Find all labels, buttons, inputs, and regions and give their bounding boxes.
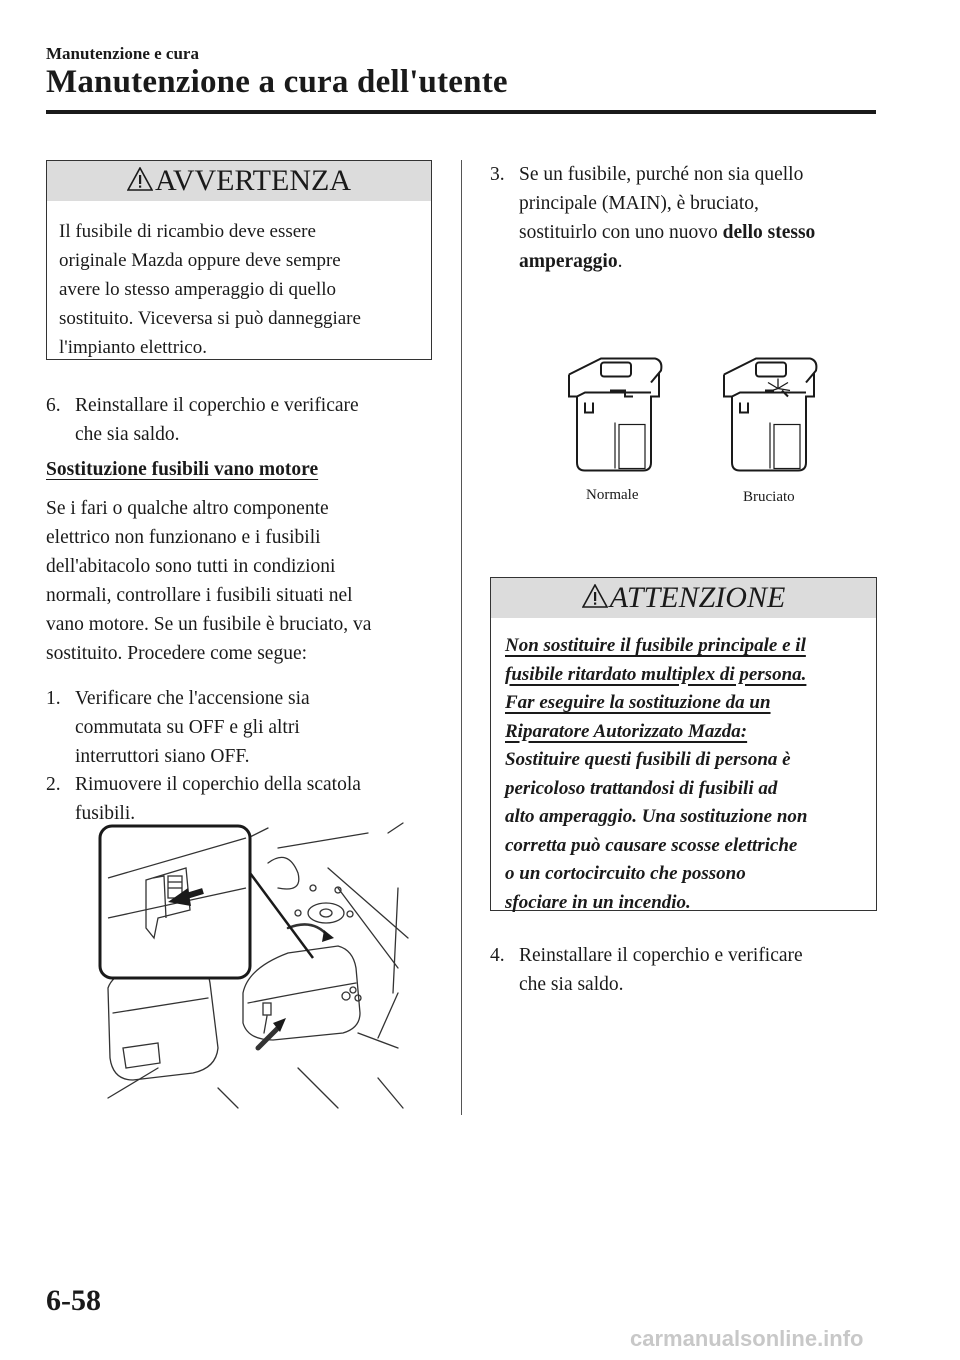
warning-body	[47, 201, 431, 362]
step-line: fusibili.	[75, 803, 136, 824]
step-line: che sia saldo.	[519, 974, 624, 995]
page-number: 6-58	[46, 1284, 101, 1317]
step-text-bold: amperaggio	[519, 251, 618, 272]
paragraph-line: normali, controllare i fusibili situati nel	[46, 585, 353, 606]
warning-triangle-icon	[127, 167, 153, 191]
section-label: Manutenzione e cura	[46, 44, 199, 63]
paragraph-line: Se i fari o qualche altro componente	[46, 498, 329, 519]
warning-line: l'impianto elettrico.	[59, 337, 207, 358]
watermark: carmanualsonline.info	[630, 1326, 864, 1351]
step-line: Reinstallare il coperchio e verificare	[519, 945, 803, 966]
step-6	[46, 391, 446, 451]
step-line: interruttori siano OFF.	[75, 746, 250, 767]
step-4	[490, 941, 880, 1001]
caution-underlined-line: Riparatore Autorizzato Mazda:	[505, 720, 748, 742]
warning-line: avere lo stesso amperaggio di quello	[59, 279, 337, 300]
caution-header	[491, 578, 876, 618]
step-text	[519, 160, 815, 276]
caution-underlined-line: fusibile ritardato multiplex di persona.	[505, 663, 807, 685]
warning-box	[46, 160, 432, 360]
step-text	[75, 684, 310, 771]
step-line: Rimuovere il coperchio della scatola	[75, 774, 361, 795]
paragraph-line: sostituito. Procedere come segue:	[46, 643, 308, 664]
step-line: Verificare che l'accensione sia	[75, 688, 310, 709]
caption-blown: Bruciato	[743, 489, 795, 505]
caution-line: alto amperaggio. Una sostituzione non	[505, 806, 808, 827]
step-text-bold: dello stesso	[722, 222, 816, 243]
paragraph-line: dell'abitacolo sono tutti in condizioni	[46, 556, 336, 577]
caution-title: ATTENZIONE	[609, 581, 786, 614]
step-text	[519, 941, 803, 999]
intro-paragraph	[46, 494, 446, 668]
step-1	[46, 684, 446, 774]
step-number: 3.	[490, 164, 505, 185]
warning-line: sostituito. Viceversa si può danneggiare	[59, 308, 361, 329]
step-line	[519, 247, 815, 276]
warning-line: Il fusibile di ricambio deve essere	[59, 221, 316, 242]
page-title: Manutenzione a cura dell'utente	[46, 64, 508, 100]
caution-underlined-line: Non sostituire il fusibile principale e il	[505, 635, 806, 656]
step-number: 6.	[46, 395, 61, 416]
engine-bay-illustration	[98, 818, 420, 1110]
step-line: Se un fusibile, purché non sia quello	[519, 164, 804, 185]
caution-box	[490, 577, 877, 911]
caution-line: o un cortocircuito che possono	[505, 863, 746, 884]
title-rule	[46, 110, 876, 114]
blown-fuse-icon	[724, 359, 816, 471]
caution-line: Sostituire questi fusibili di persona è	[505, 749, 791, 770]
step-number: 4.	[490, 945, 505, 966]
warning-title: AVVERTENZA	[155, 164, 351, 197]
step-line: commutata su OFF e gli altri	[75, 717, 300, 738]
fuse-comparison-illustration	[555, 335, 825, 510]
caution-underlined-line: Far eseguire la sostituzione da un	[505, 692, 771, 713]
step-line	[519, 218, 815, 247]
step-line: che sia saldo.	[75, 424, 180, 445]
warning-header	[47, 161, 431, 201]
step-text	[75, 391, 359, 449]
paragraph-line: elettrico non funzionano e i fusibili	[46, 527, 321, 548]
caption-normal: Normale	[586, 487, 639, 503]
column-divider	[461, 160, 462, 1115]
warning-triangle-icon	[582, 584, 608, 608]
step-text-plain: sostituirlo con uno nuovo	[519, 222, 723, 243]
step-line: principale (MAIN), è bruciato,	[519, 193, 759, 214]
step-3	[490, 160, 880, 280]
warning-line: originale Mazda oppure deve sempre	[59, 250, 341, 271]
step-number: 1.	[46, 688, 61, 709]
caution-line: sfociare in un incendio.	[505, 891, 691, 913]
caution-line: pericoloso trattandosi di fusibili ad	[505, 777, 778, 799]
step-text-plain: .	[617, 251, 623, 272]
step-number: 2.	[46, 774, 61, 795]
paragraph-line: vano motore. Se un fusibile è bruciato, va	[46, 614, 372, 635]
normal-fuse-icon	[569, 359, 661, 471]
subheading-engine-fuses: Sostituzione fusibili vano motore	[46, 459, 319, 480]
caution-line: corretta può causare scosse elettriche	[505, 834, 798, 856]
caution-body	[491, 618, 876, 917]
step-line: Reinstallare il coperchio e verificare	[75, 395, 359, 416]
